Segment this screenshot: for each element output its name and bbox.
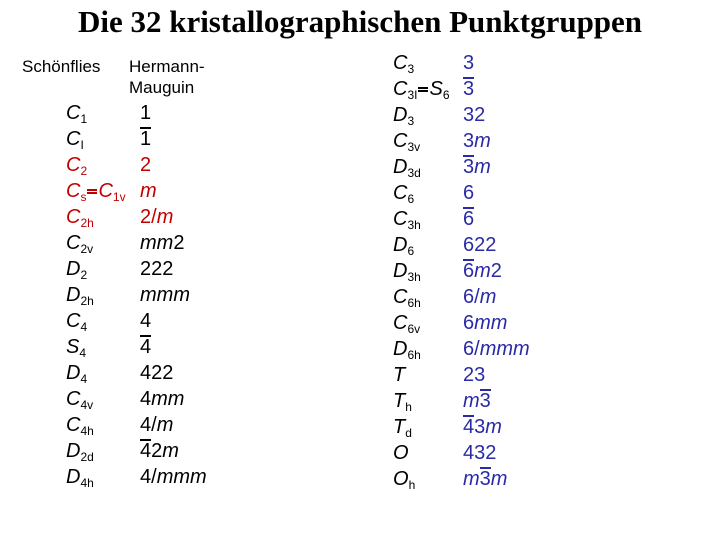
right-hermann-mauguin-column (463, 50, 530, 492)
symbol-subscript: 6h (407, 348, 421, 362)
symbol-subscript: 3I (407, 88, 418, 102)
symbol-subscript: 1 (80, 112, 88, 126)
symbol-base: S (66, 336, 80, 358)
schoenflies-symbol (393, 102, 450, 128)
schoenflies-symbol (66, 438, 126, 464)
schoenflies-symbol (393, 466, 450, 492)
hermann-mauguin-symbol: mm2 (140, 232, 185, 254)
symbol-base: T (393, 364, 406, 386)
symbol-subscript: 2h (80, 216, 94, 230)
hermann-mauguin-symbol: 4 (140, 310, 152, 332)
schoenflies-symbol (66, 412, 126, 438)
symbol-base: C (393, 130, 408, 152)
symbol-base: C (66, 232, 81, 254)
symbol-subscript: 3 (407, 114, 415, 128)
hermann-mauguin-symbol: 622 (463, 234, 497, 256)
hermann-mauguin-symbol: 432 (463, 442, 497, 464)
symbol-subscript: 4h (80, 476, 94, 490)
symbol-subscript: 3 (407, 62, 415, 76)
hermann-mauguin-symbol: 1 (140, 102, 152, 124)
symbol-subscript: 2h (80, 294, 94, 308)
schoenflies-symbol (66, 230, 126, 256)
hermann-mauguin-symbol: 6/mmm (463, 338, 530, 360)
schoenflies-symbol (66, 464, 126, 490)
symbol-base: C (393, 286, 408, 308)
equivalent-symbol-base: C (98, 180, 113, 202)
symbol-base: T (393, 390, 406, 412)
symbol-subscript: 6 (407, 244, 415, 258)
hermann-mauguin-symbol: 4mm (140, 388, 185, 410)
symbol-subscript: h (405, 400, 412, 414)
symbol-subscript: 2 (80, 268, 88, 282)
hermann-mauguin-symbol: 6/m (463, 286, 497, 308)
symbol-subscript: 2v (80, 242, 94, 256)
symbol-subscript: 3v (407, 140, 421, 154)
hermann-mauguin-symbol: 23 (463, 364, 486, 386)
equivalent-symbol-base: S (429, 78, 443, 100)
symbol-base: D (66, 440, 81, 462)
symbol-subscript: 3d (407, 166, 421, 180)
symbol-base: C (393, 208, 408, 230)
hermann-mauguin-symbol: m3m (463, 468, 508, 490)
hermann-mauguin-symbol: m (140, 180, 157, 202)
symbol-base: O (393, 468, 409, 490)
symbol-subscript: s (80, 190, 87, 204)
symbol-base: C (66, 388, 81, 410)
symbol-base: C (66, 102, 81, 124)
symbol-base: C (393, 312, 408, 334)
hermann-mauguin-symbol: 6 (463, 208, 475, 230)
hermann-mauguin-symbol: 4 (140, 336, 152, 358)
schoenflies-symbol (393, 336, 450, 362)
schoenflies-symbol (393, 258, 450, 284)
hermann-mauguin-symbol: 222 (140, 258, 174, 280)
schoenflies-symbol (393, 180, 450, 206)
schoenflies-symbol (393, 440, 450, 466)
schoenflies-symbol (393, 76, 450, 102)
hermann-mauguin-symbol: 422 (140, 362, 174, 384)
symbol-base: C (66, 128, 81, 150)
schoenflies-symbol (66, 152, 126, 178)
symbol-base: C (393, 78, 408, 100)
symbol-subscript: 4h (80, 424, 94, 438)
schoenflies-symbol (66, 360, 126, 386)
schoenflies-symbol (66, 282, 126, 308)
schoenflies-symbol (393, 206, 450, 232)
schoenflies-symbol (393, 362, 450, 388)
hermann-mauguin-symbol: 6 (463, 182, 475, 204)
symbol-subscript: 4 (79, 346, 87, 360)
symbol-subscript: 3h (407, 270, 421, 284)
symbol-subscript: 6 (407, 192, 415, 206)
hermann-mauguin-symbol: 6m2 (463, 260, 502, 282)
symbol-base: C (66, 180, 81, 202)
symbol-base: D (393, 338, 408, 360)
symbol-base: O (393, 442, 409, 464)
symbol-base: C (66, 154, 81, 176)
equivalent-symbol-subscript: 6 (442, 88, 450, 102)
hermann-mauguin-symbol: 4/mmm (140, 466, 207, 488)
hermann-mauguin-symbol: m3 (463, 390, 491, 412)
symbol-base: C (66, 310, 81, 332)
hermann-mauguin-symbol: 32 (463, 104, 486, 126)
symbol-subscript: 2 (80, 164, 88, 178)
schoenflies-symbol (66, 308, 126, 334)
symbol-subscript: I (80, 138, 84, 152)
hermann-mauguin-symbol: 3 (463, 78, 475, 100)
symbol-base: D (393, 234, 408, 256)
schoenflies-symbol (66, 386, 126, 412)
equals-sign (87, 189, 97, 194)
hermann-mauguin-symbol: 2 (140, 154, 152, 176)
symbol-subscript: 6v (407, 322, 421, 336)
symbol-base: C (66, 206, 81, 228)
page-title: Die 32 kristallographischen Punktgruppen (77, 4, 643, 39)
schoenflies-symbol (393, 154, 450, 180)
left-hermann-mauguin-column (140, 100, 207, 490)
symbol-base: D (66, 258, 81, 280)
symbol-base: D (393, 156, 408, 178)
left-schoenflies-column (66, 100, 126, 490)
schoenflies-symbol (393, 50, 450, 76)
schoenflies-symbol (66, 256, 126, 282)
hermann-mauguin-symbol: 3m (463, 156, 491, 178)
schoenflies-symbol (66, 126, 126, 152)
schoenflies-symbol (66, 178, 126, 204)
schoenflies-symbol (393, 128, 450, 154)
hermann-mauguin-symbol: 4/m (140, 414, 174, 436)
schoenflies-symbol (393, 414, 450, 440)
schoenflies-symbol (66, 334, 126, 360)
hermann-mauguin-symbol: 3 (463, 52, 475, 74)
symbol-subscript: 3h (407, 218, 421, 232)
symbol-subscript: h (408, 478, 416, 492)
hermann-mauguin-symbol: 2/m (140, 206, 174, 228)
symbol-base: D (66, 466, 81, 488)
schoenflies-symbol (393, 284, 450, 310)
equivalent-symbol-subscript: 1v (112, 190, 126, 204)
schoenflies-header: Schönflies (22, 57, 101, 76)
hermann-mauguin-symbol: 43m (463, 416, 502, 438)
symbol-base: D (66, 284, 81, 306)
symbol-subscript: 2d (80, 450, 94, 464)
symbol-base: D (66, 362, 81, 384)
schoenflies-symbol (393, 232, 450, 258)
symbol-subscript: 4 (80, 372, 88, 386)
symbol-base: C (66, 414, 81, 436)
symbol-base: D (393, 104, 408, 126)
symbol-subscript: 4 (80, 320, 88, 334)
schoenflies-symbol (66, 204, 126, 230)
right-schoenflies-column (393, 50, 450, 492)
schoenflies-symbol (393, 388, 450, 414)
symbol-subscript: 4v (80, 398, 94, 412)
schoenflies-symbol (393, 310, 450, 336)
symbol-subscript: d (405, 426, 412, 440)
symbol-base: T (393, 416, 406, 438)
hermann-mauguin-header: Hermann-Mauguin (129, 57, 205, 97)
hermann-mauguin-symbol: 3m (463, 130, 491, 152)
hermann-mauguin-symbol: 6mm (463, 312, 508, 334)
hermann-mauguin-symbol: 1 (140, 128, 152, 150)
equals-sign (418, 87, 428, 92)
schoenflies-symbol (66, 100, 126, 126)
hermann-mauguin-symbol: 42m (140, 440, 179, 462)
hermann-mauguin-symbol: mmm (140, 284, 191, 306)
symbol-base: C (393, 182, 408, 204)
symbol-subscript: 6h (407, 296, 421, 310)
symbol-base: D (393, 260, 408, 282)
symbol-base: C (393, 52, 408, 74)
